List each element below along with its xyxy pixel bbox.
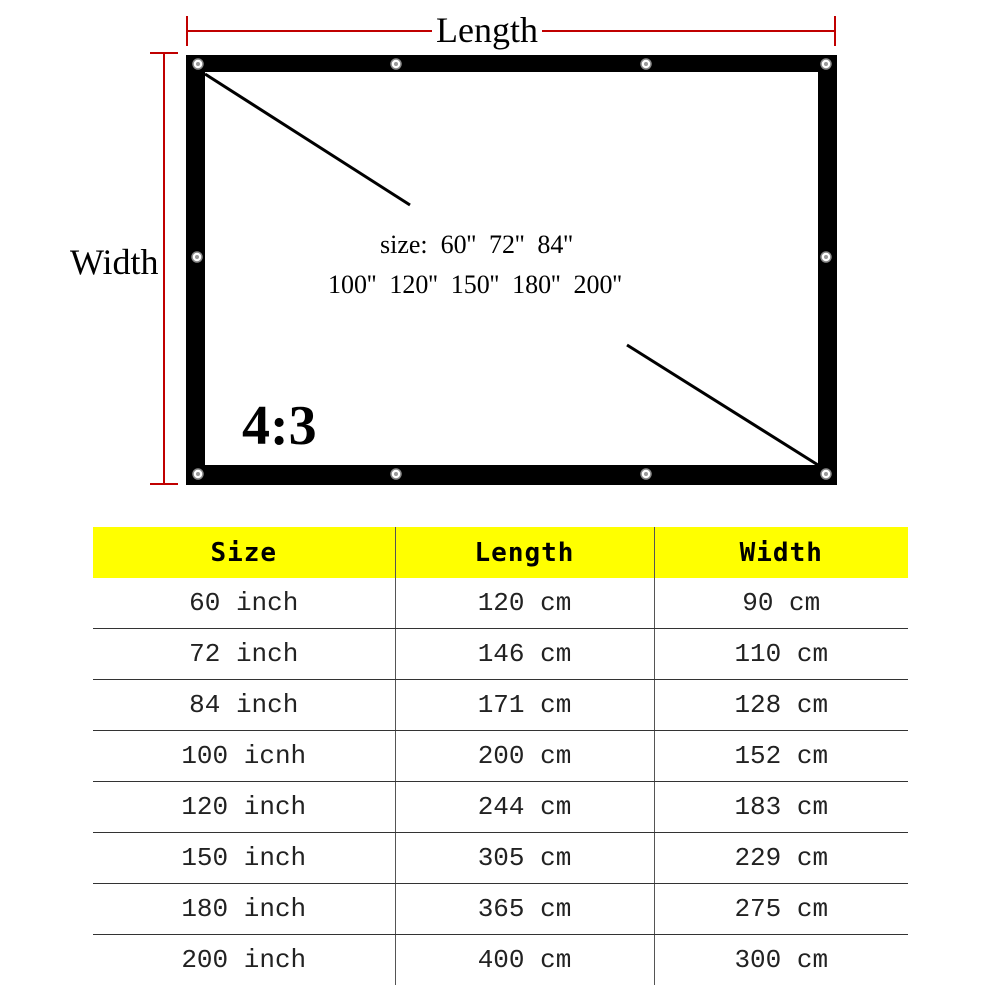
- header-size: Size: [93, 527, 395, 578]
- cell-width: 275 cm: [654, 884, 908, 935]
- cell-size: 100 icnh: [93, 731, 395, 782]
- cell-width: 152 cm: [654, 731, 908, 782]
- table-row: [93, 578, 908, 629]
- cell-length: 365 cm: [395, 884, 654, 935]
- cell-size: 150 inch: [93, 833, 395, 884]
- table-row: [93, 935, 908, 986]
- table-row: [93, 731, 908, 782]
- table-row: [93, 884, 908, 935]
- table-row: [93, 629, 908, 680]
- available-sizes-line-2: 100'' 120'' 150'' 180'' 200'': [328, 270, 622, 299]
- cell-length: 200 cm: [395, 731, 654, 782]
- available-sizes-line-1: size: 60'' 72'' 84'': [380, 230, 573, 259]
- length-label: Length: [432, 12, 542, 48]
- cell-size: 60 inch: [93, 578, 395, 629]
- table-row: [93, 680, 908, 731]
- cell-size: 200 inch: [181, 945, 307, 975]
- aspect-ratio-label: 4:3: [242, 395, 317, 457]
- header-width: Width: [654, 527, 908, 578]
- table-row: [93, 833, 908, 884]
- cell-length: 146 cm: [395, 629, 654, 680]
- width-label: Width: [70, 242, 159, 282]
- cell-length: 244 cm: [395, 782, 654, 833]
- cell-length: 171 cm: [395, 680, 654, 731]
- cell-width: 90 cm: [654, 578, 908, 629]
- table-header-row: [93, 527, 908, 578]
- cell-size: 72 inch: [93, 629, 395, 680]
- cell-width: 110 cm: [654, 629, 908, 680]
- cell-length: 120 cm: [395, 578, 654, 629]
- cell-width: 300 cm: [654, 935, 908, 986]
- table-row: [93, 782, 908, 833]
- cell-size: 120 inch: [93, 782, 395, 833]
- cell-size: 84 inch: [93, 680, 395, 731]
- cell-width: 229 cm: [654, 833, 908, 884]
- size-table: [93, 527, 908, 985]
- cell-length: 305 cm: [395, 833, 654, 884]
- cell-size: 180 inch: [93, 884, 395, 935]
- cell-width: 183 cm: [654, 782, 908, 833]
- header-length: Length: [395, 527, 654, 578]
- cell-width: 128 cm: [654, 680, 908, 731]
- cell-length: 400 cm: [395, 935, 654, 986]
